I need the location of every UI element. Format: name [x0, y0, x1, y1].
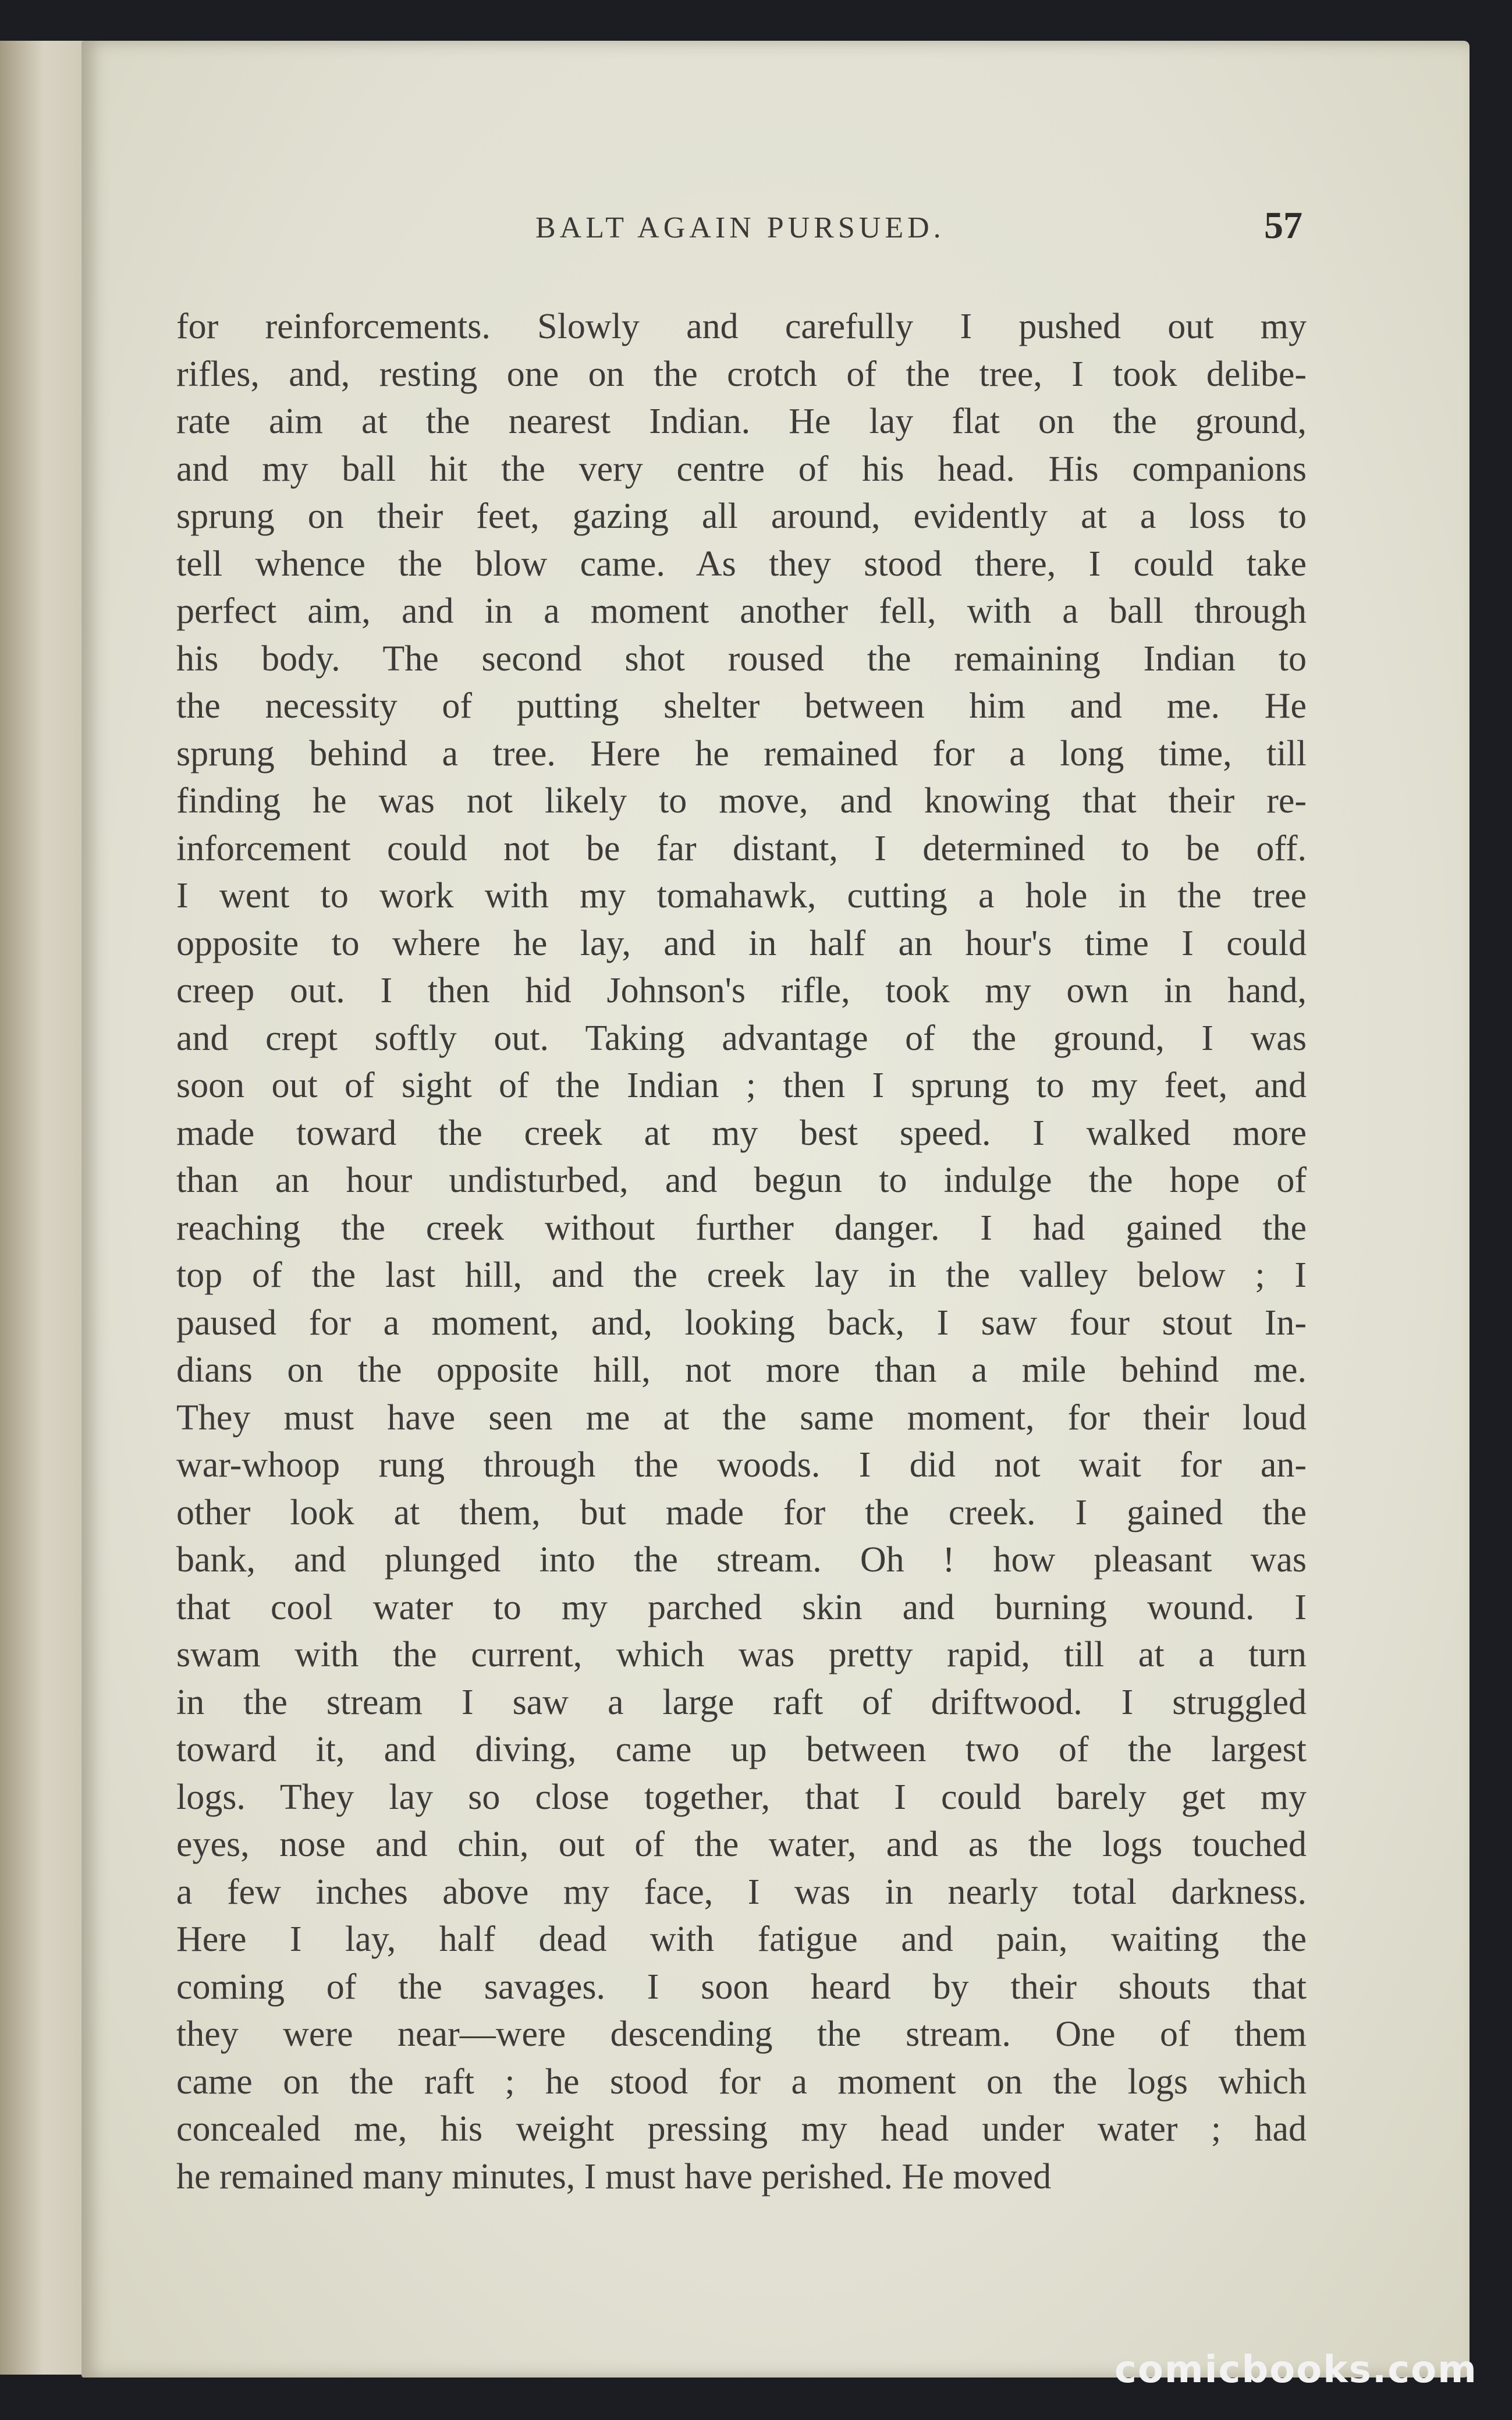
text-line: for reinforcements. Slowly and carefully I pushed out my [176, 307, 1307, 346]
text-line: top of the last hill, and the creek lay in the valley below ; I [176, 1255, 1307, 1295]
text-line: soon out of sight of the Indian ; then I sprung to my feet, and [176, 1066, 1307, 1105]
text-line: a few inches above my face, I was in nearly total darkness. [176, 1872, 1307, 1912]
text-line: eyes, nose and chin, out of the water, and as the logs touched [176, 1825, 1307, 1864]
text-line: than an hour undisturbed, and begun to indulge the hope of [176, 1161, 1307, 1200]
text-line: finding he was not likely to move, and knowing that their re- [176, 781, 1307, 821]
text-line: logs. They lay so close together, that I could barely get my [176, 1777, 1307, 1817]
text-line: inforcement could not be far distant, I determined to be off. [176, 828, 1307, 868]
text-line: they were near—were descending the stream. One of them [176, 2014, 1307, 2054]
text-line: coming of the savages. I soon heard by their shouts that [176, 1967, 1307, 2007]
text-line: Here I lay, half dead with fatigue and pain, waiting the [176, 1919, 1307, 1959]
text-line: reaching the creek without further danger. I had gained the [176, 1208, 1307, 1248]
text-line: They must have seen me at the same moment, for their loud [176, 1397, 1307, 1438]
text-line: came on the raft ; he stood for a moment on the logs which [176, 2061, 1307, 2102]
text-line: opposite to where he lay, and in half an hour's time I could [176, 923, 1307, 963]
text-line: made toward the creek at my best speed. I walked more [176, 1113, 1307, 1153]
text-line: perfect aim, and in a moment another fell, with a ball through [176, 591, 1307, 631]
text-line: war-whoop rung through the woods. I did not wait for an- [176, 1445, 1307, 1485]
text-line: tell whence the blow came. As they stood there, I could take [176, 544, 1307, 584]
running-head: BALT AGAIN PURSUED. [535, 211, 945, 244]
text-line: paused for a moment, and, looking back, I saw four stout In- [176, 1303, 1307, 1343]
facing-page-edge [0, 41, 87, 2375]
text-line: and crept softly out. Taking advantage of the ground, I was [176, 1018, 1307, 1058]
text-line: his body. The second shot roused the remaining Indian to [176, 638, 1307, 679]
text-line: the necessity of putting shelter between him and me. He [176, 686, 1307, 726]
body-text [176, 303, 1307, 2201]
page-number: 57 [1264, 204, 1302, 247]
text-line: sprung behind a tree. Here he remained for a long time, till [176, 733, 1307, 773]
text-line: that cool water to my parched skin and burning wound. I [176, 1587, 1307, 1627]
text-line: dians on the opposite hill, not more than a mile behind me. [176, 1350, 1307, 1390]
text-line: toward it, and diving, came up between two of the largest [176, 1730, 1307, 1769]
text-line: rate aim at the nearest Indian. He lay flat on the ground, [176, 402, 1307, 441]
text-line: creep out. I then hid Johnson's rifle, took my own in hand, [176, 971, 1307, 1010]
text-line: other look at them, but made for the creek. I gained the [176, 1492, 1307, 1532]
text-line: and my ball hit the very centre of his head. His companions [176, 449, 1307, 489]
text-line: swam with the current, which was pretty rapid, till at a turn [176, 1635, 1307, 1674]
text-line: rifles, and, resting one on the crotch of the tree, I took delibe- [176, 354, 1307, 394]
watermark: comicbooks.com [1115, 2348, 1478, 2391]
text-line: concealed me, his weight pressing my head under water ; had [176, 2109, 1307, 2149]
text-line: he remained many minutes, I must have perished. He moved [176, 2156, 1052, 2197]
text-line: in the stream I saw a large raft of driftwood. I struggled [176, 1682, 1307, 1722]
text-line: sprung on their feet, gazing all around, evidently at a loss to [176, 496, 1307, 536]
text-line: bank, and plunged into the stream. Oh ! how pleasant was [176, 1540, 1307, 1580]
text-line: I went to work with my tomahawk, cutting a hole in the tree [176, 876, 1307, 916]
